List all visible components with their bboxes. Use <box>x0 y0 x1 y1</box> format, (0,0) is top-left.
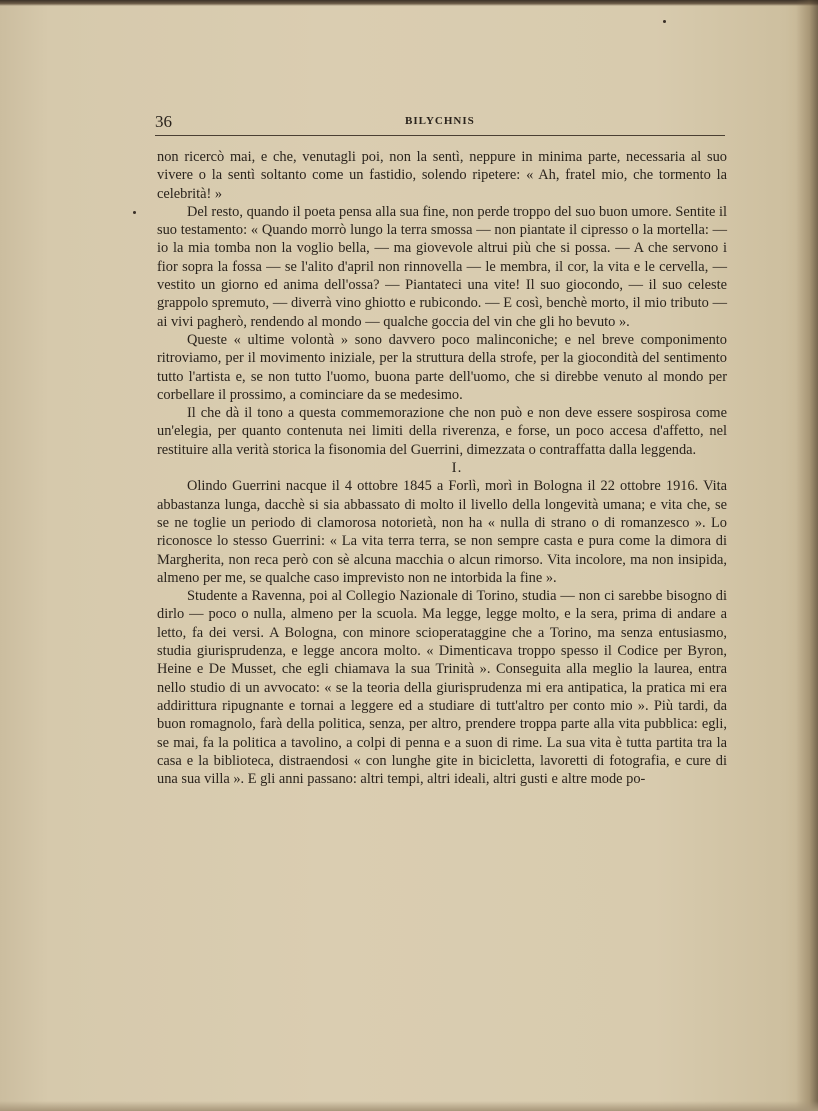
paragraph: Olindo Guerrini nacque il 4 ottobre 1845 a Forlì, morì in Bologna il 22 ottobre 1916. Vita abbastanza lunga, dacchè si sia abbassato di molto il livello della longevità umana; e vita che, se se ne toglie un periodo di clamorosa notorietà, non ha « nulla di strano o di romanzesco ». Lo riconosce lo stesso Guerrini: « La vita terra terra, se non sempre casta e pura come la dimora di Margherita, non reca però con sè alcuna macchia o alcun rimorso. Vita incolore, ma non insipida, almeno per me, se qualche caso imprevisto non ne intorbida la fine ». <box>157 478 727 586</box>
paragraph: Del resto, quando il poeta pensa alla sua fine, non perde troppo del suo buon umore. Sentite il suo testamento: « Quando morrò lungo la terra smossa — non piantate il cipresso o la mortella: — io la mia tomba non la voglio bella, — ma giovevole altrui più che si possa. — A che servono i fior sopra la fossa — se l'alito d'april non rinnovella — le membra, il cor, la vita e le cervella, — vestito un giorno ed anima dell'ossa? — Piantateci una vite! Il suo giocondo, — il suo celeste grappolo spremuto, — diverrà vino ghiotto e rubicondo. — E così, benchè morto, il mio tributo — ai vivi pagherò, rendendo al mondo — qualche goccia del vin che gli ho bevuto ». <box>157 203 727 330</box>
paragraph: Queste « ultime volontà » sono davvero poco malinconiche; e nel breve componimento ritroviamo, per il movimento iniziale, per la struttura della strofe, per la giocondità del sentimento tutto l'artista e, se non tutto l'uomo, buona parte dell'uomo, che si direbbe venuto al mondo per corbellare il prossimo, a cominciare da se medesimo. <box>157 331 727 403</box>
article-body <box>157 148 727 788</box>
page-bottom-edge <box>0 1101 818 1111</box>
header-rule <box>155 135 725 136</box>
section-heading: I. <box>451 460 463 477</box>
print-speck <box>663 20 666 23</box>
paragraph: non ricercò mai, e che, venutagli poi, non la sentì, neppure in minima parte, necessaria al suo vivere o la sentì soltanto come un fastidio, solendo ripetere: « Ah, fratel mio, che tormento la celebrità! » <box>157 149 727 202</box>
paragraph: Il che dà il tono a questa commemorazione che non può e non deve essere sospirosa come un'elegia, per quanto contenuta nei limiti della riverenza, e forse, un poco accesa d'affetto, nel restituire alla verità storica la fisonomia del Guerrini, dimezzata o contraffatta dalla leggenda. <box>157 405 727 458</box>
page-header <box>155 108 725 134</box>
page-number: 36 <box>155 112 172 131</box>
print-speck <box>133 211 136 214</box>
page-binding-shadow <box>796 0 818 1111</box>
page-top-edge <box>0 0 818 6</box>
running-title: BILYCHNIS <box>405 115 475 127</box>
paragraph: Studente a Ravenna, poi al Collegio Nazionale di Torino, studia — non ci sarebbe bisogno di dirlo — poco o nulla, almeno per la scuola. Ma legge, legge molto, e la sera, prima di andare a letto, fa dei versi. A Bologna, con minore scioperataggine che a Torino, ma senza entusiasmo, studia giurisprudenza, e legge ancora molto. « Dimenticava troppo spesso il Codice per Byron, Heine e De Musset, che egli chiamava la sua Trinità ». Conseguita alla meglio la laurea, entra nello studio di un avvocato: « se la teoria della giurisprudenza mi era antipatica, la pratica mi era addirittura ripugnante e tornai a leggere ed a studiare di tutt'altro per conto mio ». Più tardi, da buon romagnolo, farà della politica, senza, per altro, prendere troppa parte alla vita pubblica: egli, se mai, fa la politica a tavolino, a colpi di penna e a suon di rime. La sua vita è tutta partita tra la casa e la biblioteca, distraendosi « con lunghe gite in bicicletta, lavoretti di fotografia, e cure di una sua villa ». E gli anni passano: altri tempi, altri ideali, altri gusti e altre mode po- <box>157 588 727 788</box>
